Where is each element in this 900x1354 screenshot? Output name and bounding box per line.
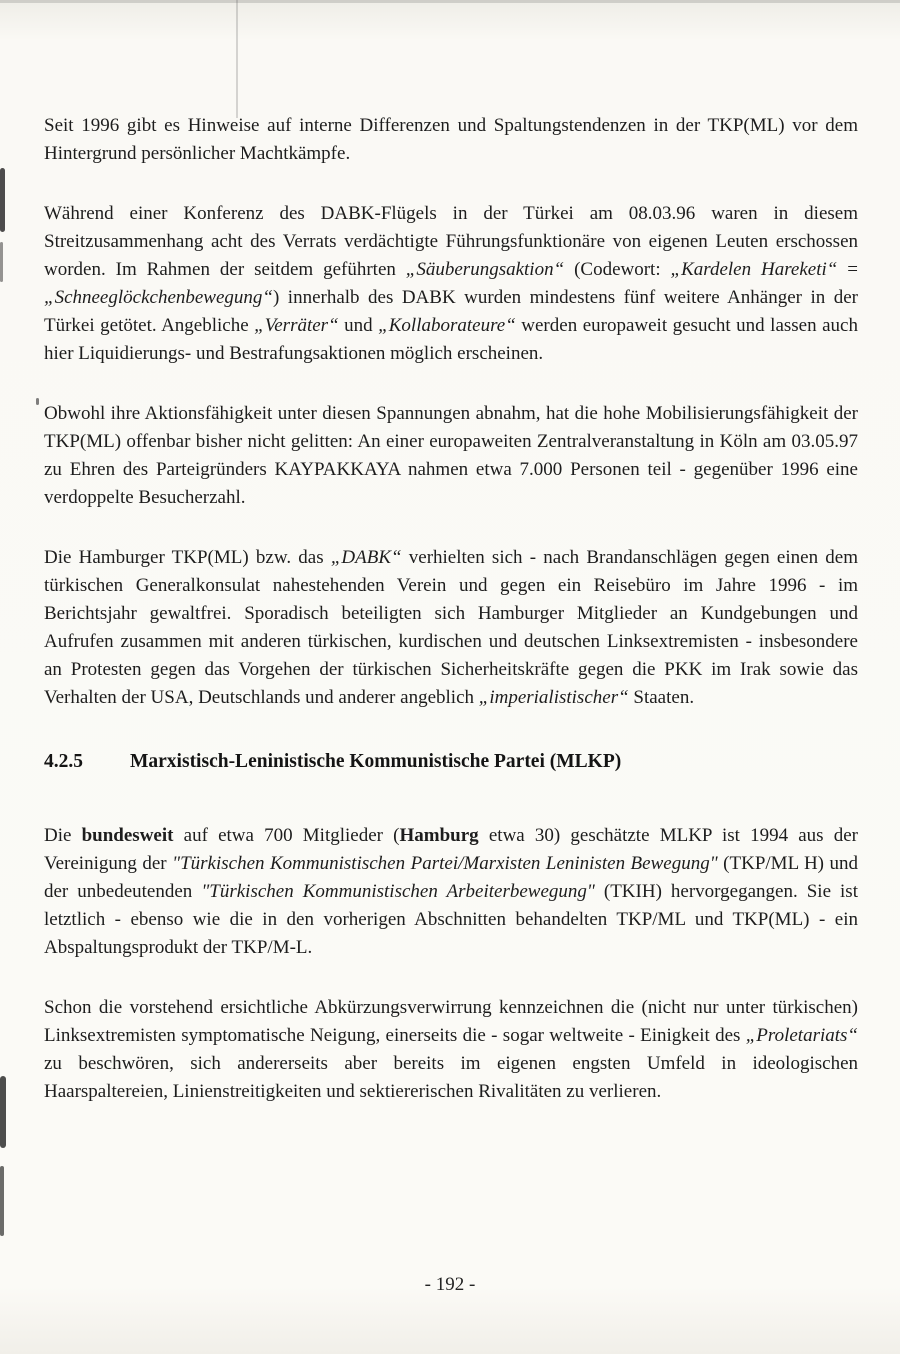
text-run: „Säuberungsaktion“ — [405, 259, 565, 280]
text-run: „Kardelen Hareketi“ — [670, 259, 838, 280]
text-run: ) innerhalb des DABK wurden mindestens fünf weitere Anhänger in der Türkei getötet. Angebliche — [44, 287, 858, 336]
paragraph — [44, 400, 858, 512]
text-run: „imperialistischer“ — [478, 687, 629, 708]
text-run: Während einer Konferenz des DABK-Flügels in der Türkei am 08.03.96 waren in diesem Streitzusammenhang acht des Verrats verdächtigte Führungsfunktionäre von eigenen Leuten erschossen worden. Im Rahmen der seitdem geführten — [44, 203, 858, 280]
text-run: Seit 1996 gibt es Hinweise auf interne Differenzen und Spaltungstendenzen in der TKP(ML) vor dem Hintergrund persönlicher Machtkämpfe. — [44, 115, 858, 164]
paragraph — [44, 822, 858, 962]
text-run: (TKP/ML H) und der unbedeutenden — [44, 853, 858, 902]
text-run: Schon die vorstehend ersichtliche Abkürzungsverwirrung kennzeichnen die (nicht nur unter türkischen) Linksextremisten symptomatische Neigung, einerseits die - sogar weltweite - Einigkeit des — [44, 997, 858, 1046]
text-run: verhielten sich - nach Brandanschlägen gegen einen dem türkischen Generalkonsulat nahestehenden Verein und gegen ein Reisebüro im Jahre 1996 - im Berichtsjahr gewaltfrei. Sporadisch beteiligten sich Hamburger Mitglieder an Kundgebungen und Aufrufen zusammen mit anderen türkischen, kurdischen und deutschen Linksextremisten - insbesondere an Protesten gegen das Vorgehen der türkischen Sicherheitskräfte gegen die PKK im Irak sowie das Verhalten der USA, Deutschlands und anderer angeblich — [44, 547, 858, 708]
text-run: „Kollaborateure“ — [378, 315, 516, 336]
text-run: „DABK“ — [330, 547, 402, 568]
text-run: „Verräter“ — [254, 315, 339, 336]
text-run: (TKIH) hervorgegangen. Sie ist letztlich - ebenso wie die in den vorherigen Abschnitten behandelten TKP/ML und TKP(ML) - ein Abspaltungsprodukt der TKP/M-L. — [44, 881, 858, 958]
text-run: „Schneeglöckchenbewegung“ — [44, 287, 273, 308]
text-run: etwa 30) geschätzte MLKP ist 1994 aus der Vereinigung der — [44, 825, 859, 874]
text-run: Obwohl ihre Aktionsfähigkeit unter diesen Spannungen abnahm, hat die hohe Mobilisierungsfähigkeit der TKP(ML) offenbar bisher nicht gelitten: An einer europaweiten Zentralveranstaltung in Köln am 03.05.97 zu Ehren des Parteigründers KAYPAKKAYA nahmen etwa 7.000 Personen teil - gegenüber 1996 eine verdoppelte Besucherzahl. — [44, 403, 858, 508]
text-run: „Proletariats“ — [745, 1025, 858, 1046]
text-run: Die Hamburger TKP(ML) bzw. das — [44, 547, 331, 568]
page-number: - 192 - — [424, 1274, 476, 1295]
text-run: zu beschwören, sich andererseits aber bereits im eigenen engsten Umfeld in ideologischen Haarspaltereien, Linienstreitigkeiten und sektiererischen Rivalitäten zu verlieren. — [44, 1053, 858, 1102]
text-run: "Türkischen Kommunistischen Partei/Marxisten Leninisten Bewegung" — [172, 853, 718, 874]
paragraph — [44, 200, 858, 368]
text-run: werden europaweit gesucht und lassen auch hier Liquidierungs- und Bestrafungsaktionen möglich erscheinen. — [44, 315, 858, 364]
text-run: Hamburg — [399, 825, 479, 846]
text-run: (Codewort: — [564, 259, 671, 280]
text-run: Staaten. — [628, 687, 695, 708]
section-number: 4.2.5 — [44, 751, 83, 772]
paragraph — [44, 112, 858, 168]
paragraph — [44, 544, 858, 712]
text-run: Die — [44, 825, 82, 846]
text-run: bundesweit — [81, 825, 174, 846]
text-run: "Türkischen Kommunistischen Arbeiterbewegung" — [201, 881, 595, 902]
scan-smudge — [0, 1166, 4, 1236]
section-heading — [44, 748, 858, 776]
text-run: = — [837, 259, 858, 280]
text-run: und — [338, 315, 379, 336]
text-run: auf etwa 700 Mitglieder ( — [173, 825, 400, 846]
paragraph — [44, 994, 858, 1106]
section-title: Marxistisch-Leninistische Kommunistische Partei (MLKP) — [130, 751, 622, 772]
